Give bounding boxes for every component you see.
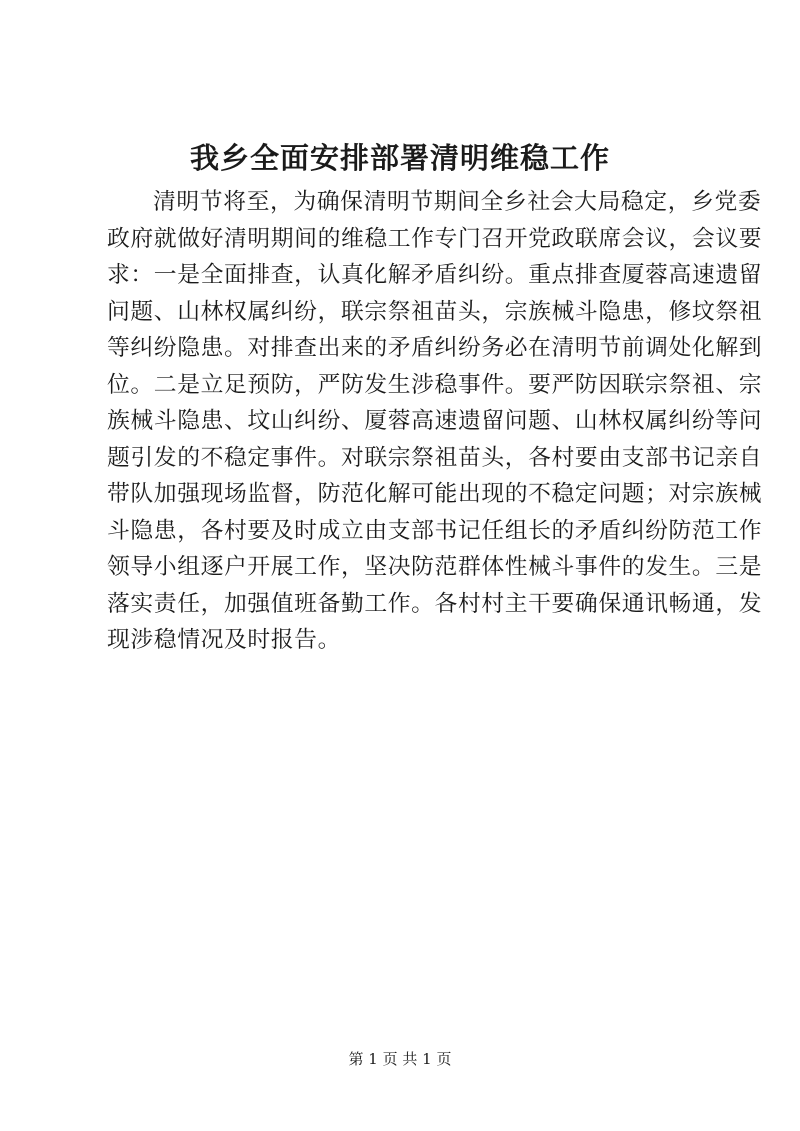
paragraph-line: 题引发的不稳定事件。对联宗祭祖苗头，各村要由支部书记亲自	[107, 444, 763, 471]
paragraph-line: 位。二是立足预防，严防发生涉稳事件。要严防因联宗祭祖、宗	[107, 371, 763, 398]
paragraph-line: 清明节将至，为确保清明节期间全乡社会大局稳定，乡党委	[153, 189, 762, 215]
paragraph-line: 政府就做好清明期间的维稳工作专门召开党政联席会议，会议要	[107, 225, 763, 252]
paragraph-line: 求：一是全面排查，认真化解矛盾纠纷。重点排查厦蓉高速遗留	[107, 262, 763, 288]
page-footer: 第 1 页 共 1 页	[348, 1050, 452, 1068]
document-title: 我乡全面安排部署清明维稳工作	[189, 141, 610, 175]
body-paragraph	[107, 184, 763, 659]
paragraph-line: 现涉稳情况及时报告。	[107, 627, 341, 653]
paragraph-line: 问题、山林权属纠纷，联宗祭祖苗头，宗族械斗隐患，修坟祭祖	[107, 298, 763, 325]
paragraph-line: 带队加强现场监督，防范化解可能出现的不稳定问题；对宗族械	[107, 481, 763, 507]
paragraph-line: 等纠纷隐患。对排查出来的矛盾纠纷务必在清明节前调处化解到	[107, 335, 763, 361]
paragraph-line: 领导小组逐户开展工作，坚决防范群体性械斗事件的发生。三是	[107, 554, 763, 580]
paragraph-line: 斗隐患，各村要及时成立由支部书记任组长的矛盾纠纷防范工作	[107, 517, 763, 544]
paragraph-line: 族械斗隐患、坟山纠纷、厦蓉高速遗留问题、山林权属纠纷等问	[107, 408, 763, 434]
paragraph-line: 落实责任，加强值班备勤工作。各村村主干要确保通讯畅通，发	[107, 590, 763, 617]
